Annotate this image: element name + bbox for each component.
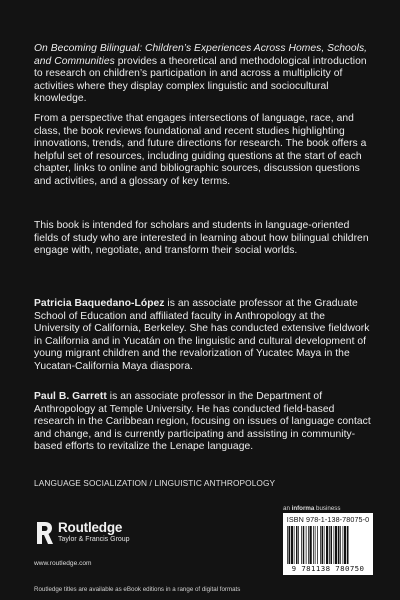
barcode-digits: 9 781138 780750 xyxy=(291,564,365,573)
publisher-name: Routledge xyxy=(58,520,123,535)
isbn-barcode xyxy=(283,513,373,575)
barcode-icon xyxy=(287,526,369,564)
book-title: On Becoming Bilingual: Children’s Experiences Across Homes, Schools, and Communities xyxy=(34,43,368,67)
isbn-label: ISBN 978-1-138-78075-0 xyxy=(286,515,370,524)
description-text-1: provides a theoretical and methodological introduction to research on children’s participation in and across a multiplicity of activities where they display complex linguistic and sociocultural knowledge. xyxy=(34,55,367,105)
author-bio-text-1: is an associate professor at the Graduate School of Education and affiliated faculty in Anthropology at the University of California, Berkeley. She has conducted extensive fieldwork in California and in Yucatán on the linguistic and cultural development of young migrant children and the revalorization of Yucatec Maya in the Yucatan-California Maya diaspora. xyxy=(34,298,370,372)
author-bio-text-2: is an associate professor in the Department of Anthropology at Temple University. He has conducted field-based research in the Caribbean region, focusing on issues of language contact and change, and is currently participating and assisting in community-based efforts to revitalize the Lenape language. xyxy=(34,391,371,453)
author-name-1: Patricia Baquedano-López xyxy=(34,298,165,309)
description-paragraph-2: From a perspective that engages intersections of language, race, and class, the book reviews foundational and recent studies highlighting innovations, trends, and future directions for research. The book offers a helpful set of resources, including guiding questions at the start of each chapter, links to online and bibliographic sources, discussion questions and activities, and a glossary of key terms. xyxy=(34,113,367,187)
informa-suffix: business xyxy=(314,505,341,512)
description-paragraph-3: This book is intended for scholars and students in language-oriented fields of study who are interested in learning about how bilingual children engage with, negotiate, and transform their social worlds. xyxy=(34,220,369,257)
informa-prefix: an xyxy=(283,505,292,512)
series-label: LANGUAGE SOCIALIZATION / LINGUISTIC ANTHROPOLOGY xyxy=(34,478,276,488)
author-bio-2 xyxy=(34,391,372,454)
routledge-logo-icon xyxy=(34,520,54,546)
author-bio-1 xyxy=(34,298,372,374)
publisher-url: www.routledge.com xyxy=(34,560,92,567)
description-paragraph-1 xyxy=(34,43,372,106)
ebook-footer-note: Routledge titles are available as eBook editions in a range of digital formats xyxy=(34,586,241,593)
informa-business-label xyxy=(283,505,340,512)
publisher-group: Taylor & Francis Group xyxy=(58,536,130,543)
informa-brand: informa xyxy=(291,505,315,512)
publisher-logo xyxy=(34,520,174,554)
author-name-2: Paul B. Garrett xyxy=(34,391,107,402)
